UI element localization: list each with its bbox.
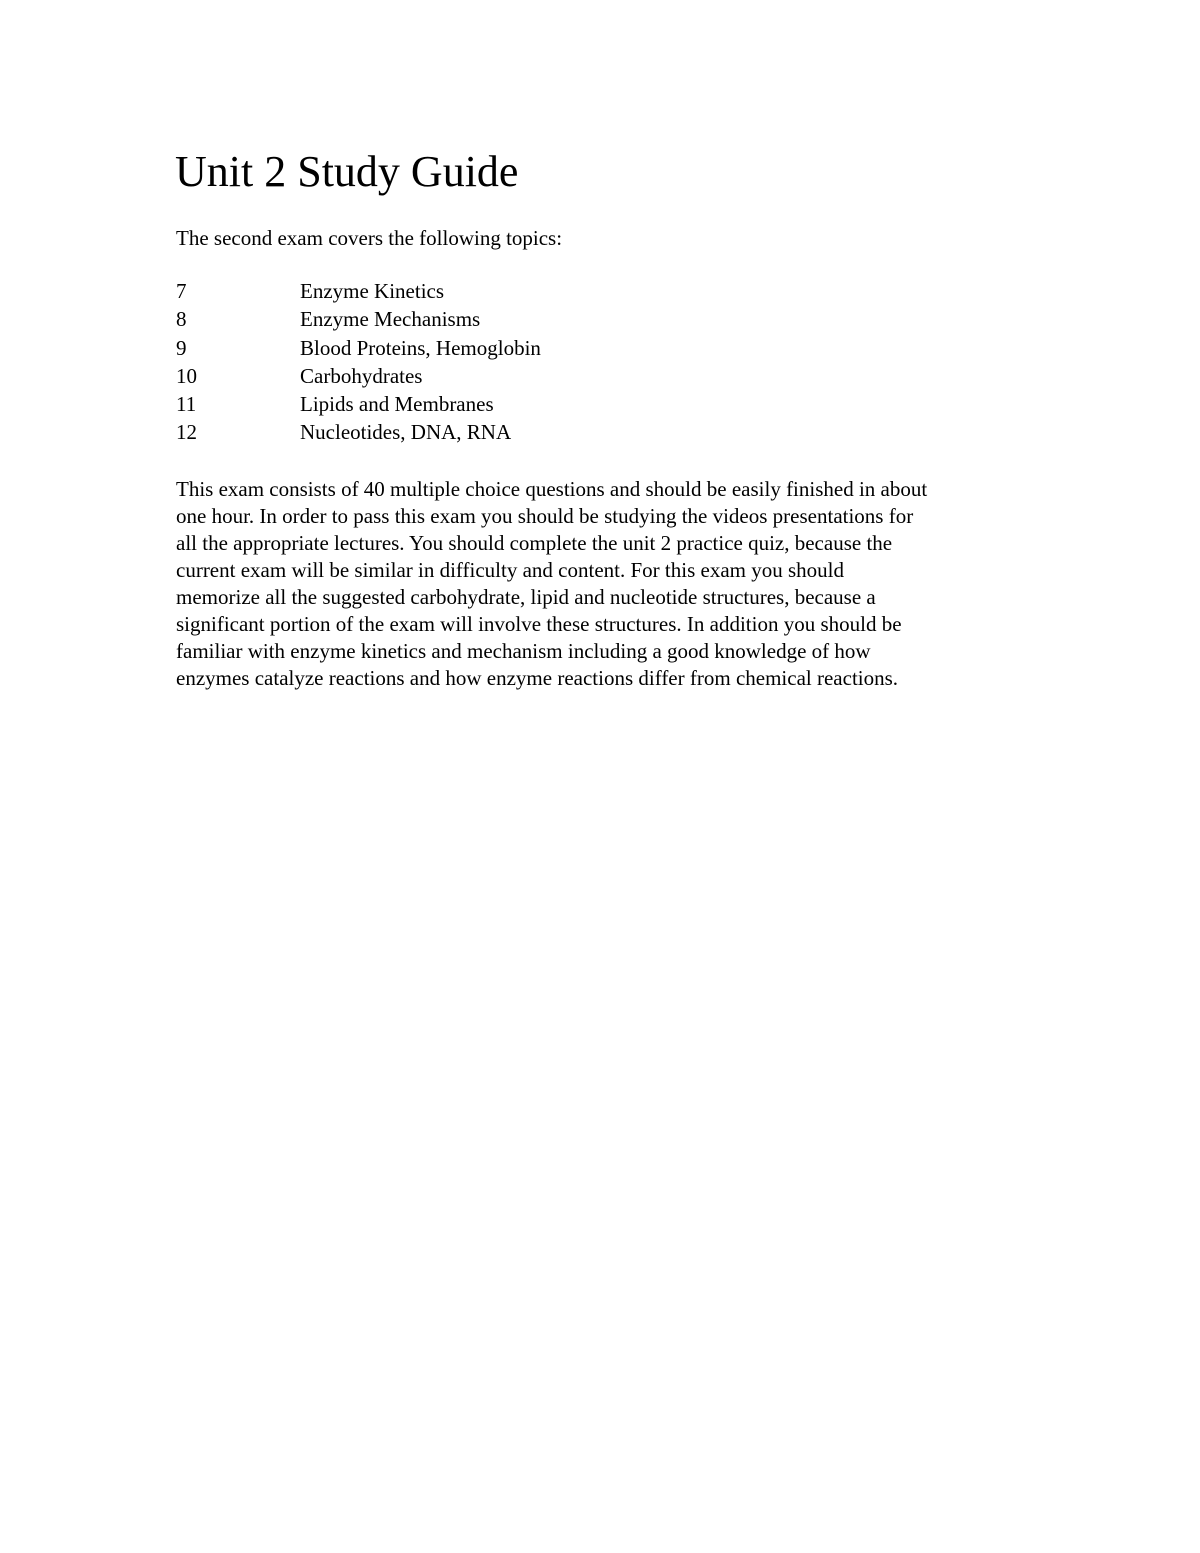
topic-name: Nucleotides, DNA, RNA xyxy=(300,420,512,445)
paragraph-line: enzymes catalyze reactions and how enzyme reactions differ from chemical reactions. xyxy=(176,666,899,690)
topic-name: Lipids and Membranes xyxy=(300,392,494,417)
topic-row xyxy=(176,277,541,305)
page-title: Unit 2 Study Guide xyxy=(175,147,519,196)
topic-row xyxy=(176,362,541,390)
topic-row xyxy=(176,418,541,446)
topic-number: 11 xyxy=(176,392,197,417)
topic-number: 9 xyxy=(176,335,187,360)
paragraph-line: significant portion of the exam will involve these structures. In addition you should be xyxy=(176,612,902,636)
topic-row xyxy=(176,334,541,362)
paragraph-line: one hour. In order to pass this exam you should be studying the videos presentations for xyxy=(176,504,914,528)
topic-number: 10 xyxy=(176,363,197,388)
topic-name: Enzyme Kinetics xyxy=(300,279,445,303)
paragraph-line: memorize all the suggested carbohydrate, lipid and nucleotide structures, because a xyxy=(176,585,876,609)
topic-row xyxy=(176,390,541,418)
topic-row xyxy=(176,305,541,333)
paragraph-line: all the appropriate lectures. You should complete the unit 2 practice quiz, because the xyxy=(176,531,893,555)
topic-name: Enzyme Mechanisms xyxy=(300,307,481,332)
paragraph-line: current exam will be similar in difficulty and content. For this exam you should xyxy=(176,558,844,582)
exam-description-paragraph xyxy=(176,476,1026,692)
topic-list xyxy=(176,277,541,447)
paragraph-line: familiar with enzyme kinetics and mechanism including a good knowledge of how xyxy=(176,639,871,663)
intro-text: The second exam covers the following topics: xyxy=(176,226,563,250)
topic-name: Blood Proteins, Hemoglobin xyxy=(300,335,541,360)
topic-number: 12 xyxy=(176,420,197,445)
topic-number: 8 xyxy=(176,307,187,332)
topic-name: Carbohydrates xyxy=(300,363,423,388)
paragraph-line: This exam consists of 40 multiple choice questions and should be easily finished in about xyxy=(176,477,928,501)
topic-number: 7 xyxy=(176,279,187,303)
